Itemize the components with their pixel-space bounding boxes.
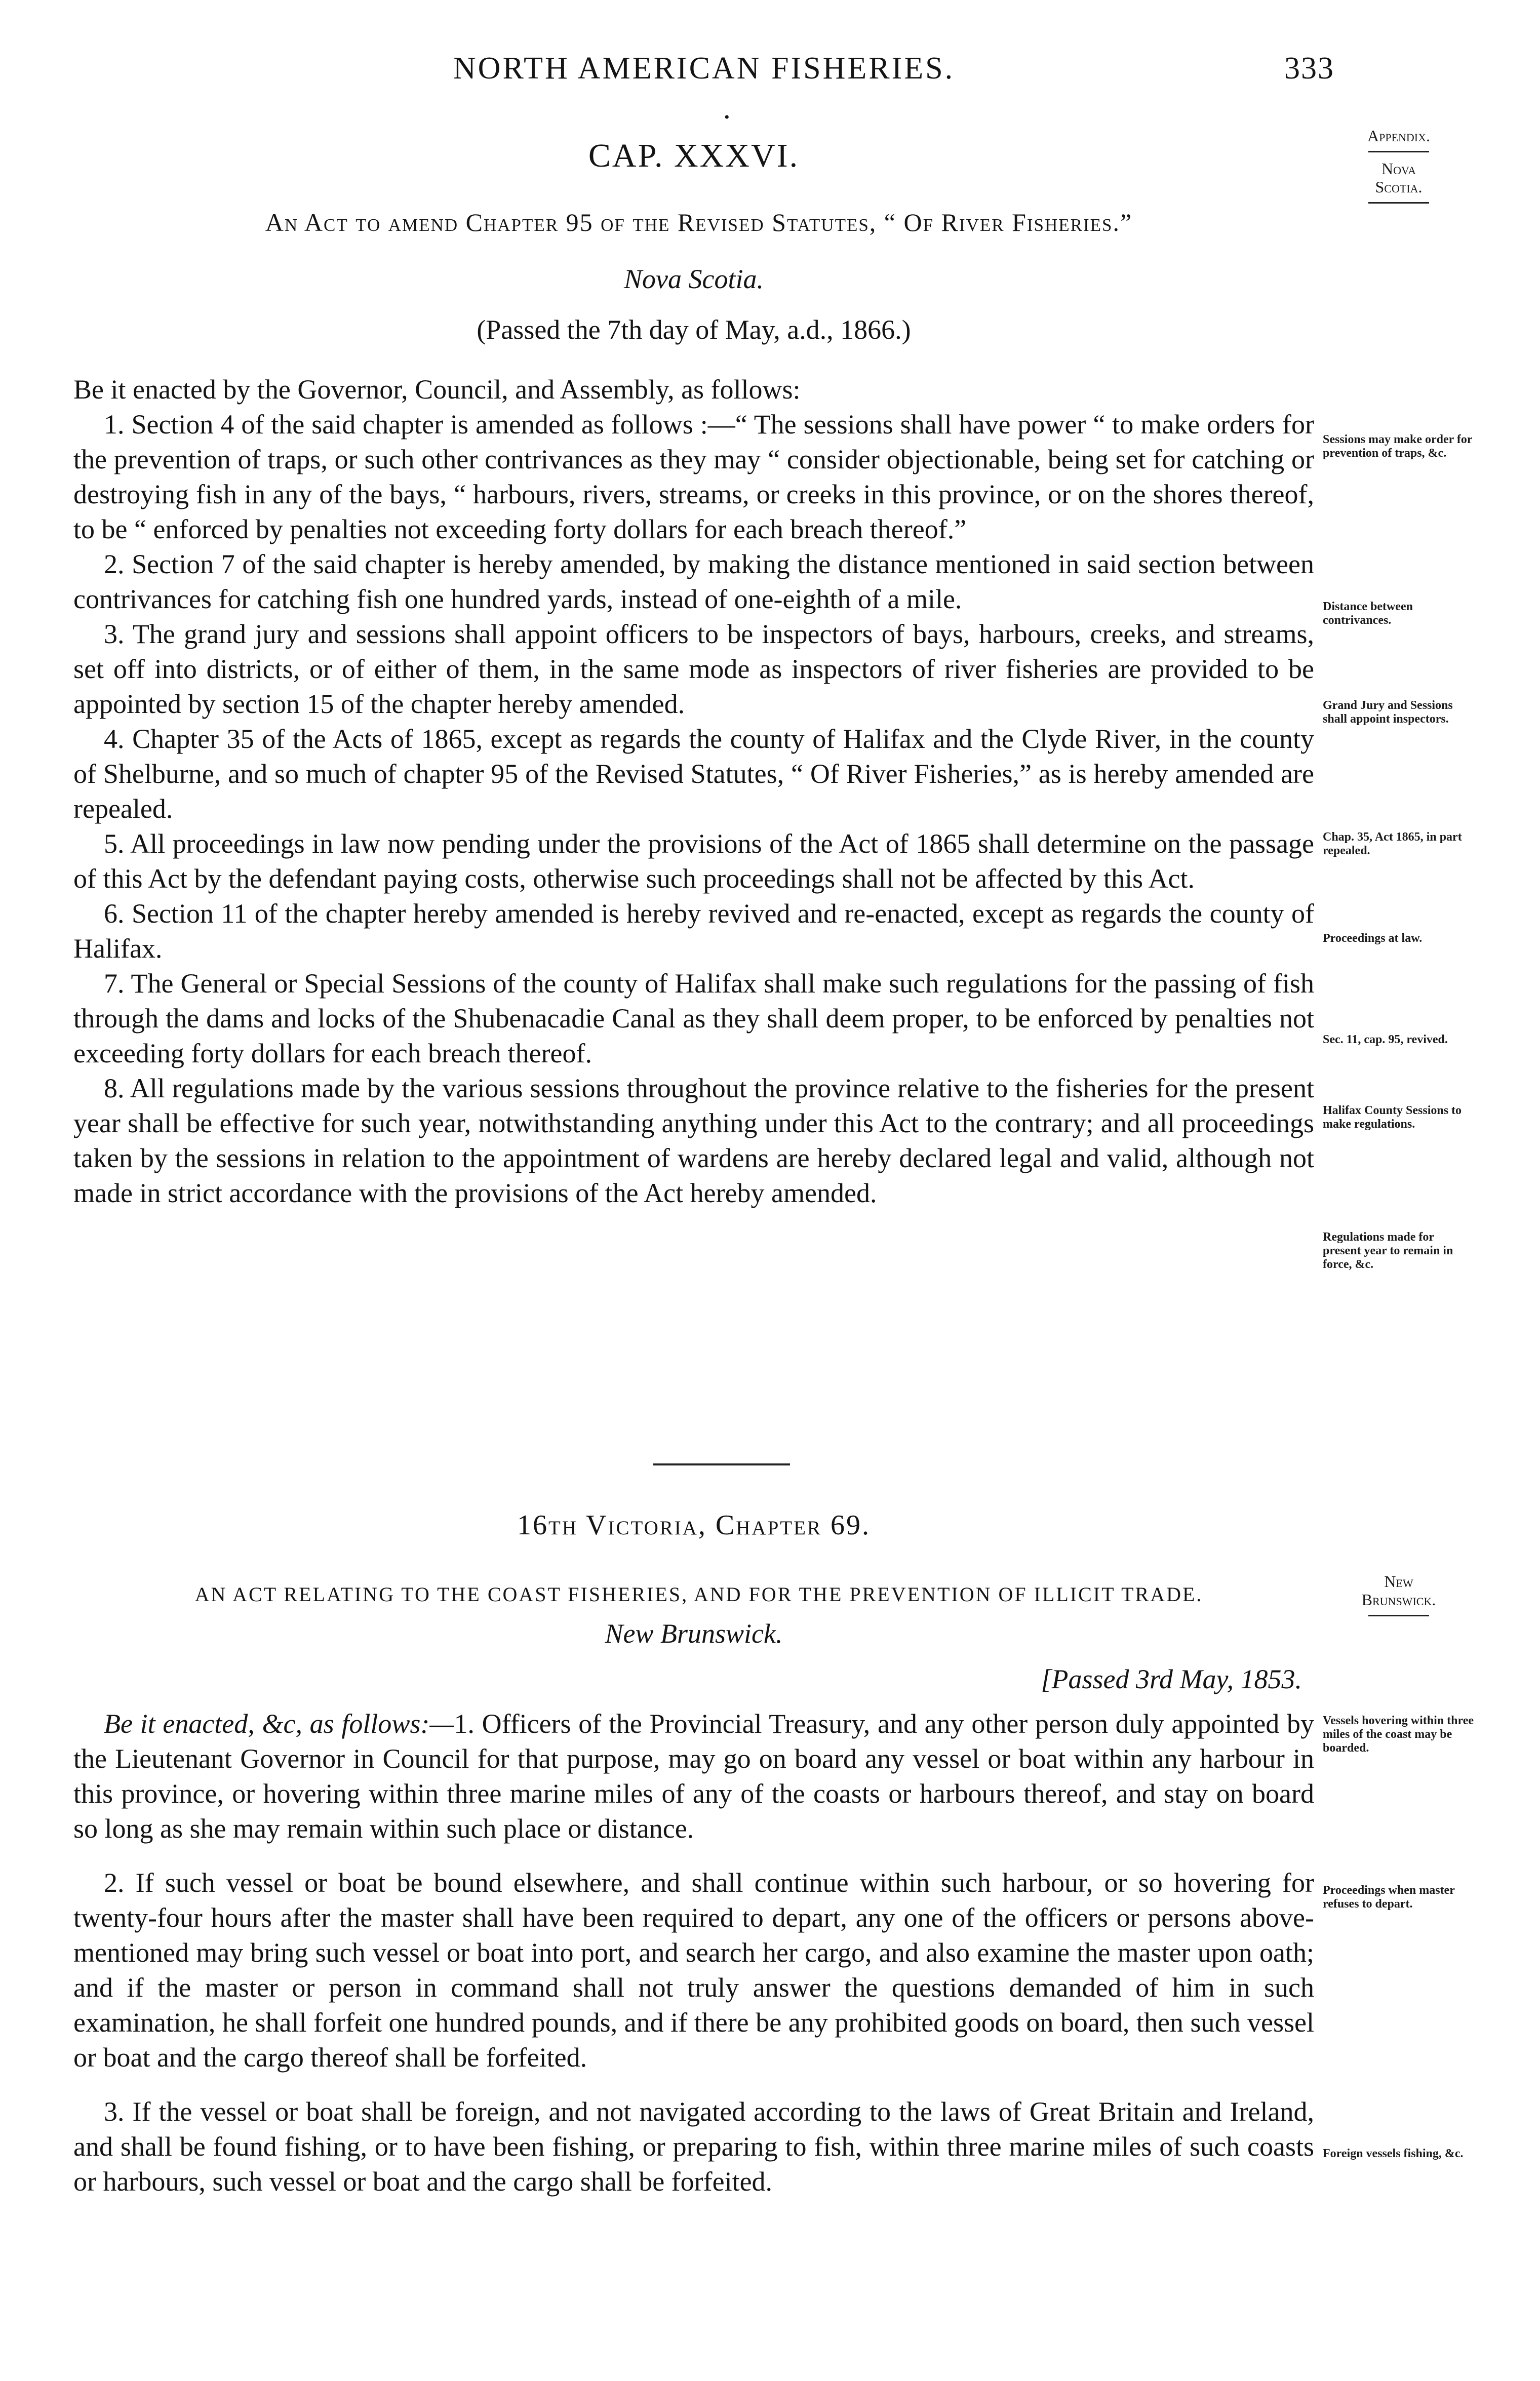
running-title: NORTH AMERICAN FISHERIES. [453, 51, 955, 86]
margin-note: Vessels hovering within three miles of the coast may be boarded. [1323, 1714, 1474, 1755]
section-8: 8. All regulations made by the various sessions throughout the province relative to the fisheries for the present year shall be effective for such year, notwithstanding anything under this Act to the contrary; and all proceedings taken by the sessions in relation to the appointment of wardens are hereby declared legal and valid, although not made in strict accordance with the provisions of the Act hereby amended. [73, 1073, 1314, 1208]
province-label-line2: Scotia. [1375, 178, 1423, 196]
passed-date: (Passed the 7th day of May, a.d., 1866.) [477, 314, 911, 345]
enacting-clause: Be it enacted by the Governor, Council, and Assembly, as follows: [73, 374, 801, 405]
province-label-line1: Nova [1381, 160, 1416, 178]
section-3: 3. The grand jury and sessions shall appoint officers to be inspectors of bays, harbours, creeks, and streams, set off into districts, or of either of them, in the same mode as inspectors of river fisheries are provided to be appointed by section 15 of the chapter hereby amended. [73, 619, 1314, 719]
appendix-label: Appendix. [1367, 127, 1430, 145]
province-heading: Nova Scotia. [624, 264, 764, 294]
margin-note: Grand Jury and Sessions shall appoint inspectors. [1323, 699, 1453, 726]
act2-enacting-lead: Be it enacted, &c, as follows:— [104, 1709, 454, 1739]
section-1: 1. Section 4 of the said chapter is amended as follows :—“ The sessions shall have power “ to make orders for the prevention of traps, or such other contrivances as they may “ consider objectionable, being set for catching or destroying fish in any of the bays, “ harbours, rivers, streams, or creeks in this province, or on the shores thereof, to be “ enforced by penalties not exceeding forty dollars for each breach thereof.” [73, 409, 1314, 544]
act-title: An Act to amend Chapter 95 of the Revised Statutes, “ Of River Fisheries.” [265, 208, 1133, 236]
section-6: 6. Section 11 of the chapter hereby amended is hereby revived and re-enacted, except as regards the county of Halifax. [73, 898, 1314, 964]
act2-section-1-text: 1. Officers of the Provincial Treasury, and any other person duly appointed by the Lieutenant Governor in Council for that purpose, may go on board any vessel or boat within any harbour in this province, or hovering within three marine miles of any of the coasts or harbours thereof, and stay on board so long as she may remain within such place or distance. [73, 1709, 1314, 1844]
act2-passed-text: [Passed 3rd May, 1853. [1041, 1664, 1302, 1694]
province2-line1: New [1384, 1572, 1413, 1591]
act2-section-3: 3. If the vessel or boat shall be foreign, and not navigated according to the laws of Great Britain and Ireland, and shall be found fishing, or to have been fishing, or preparing to fish, within three marine miles of such coasts or harbours, such vessel or boat and the cargo shall be forfeited. [73, 2096, 1314, 2197]
act2-body [73, 1707, 1314, 2199]
margin-note: Halifax County Sessions to make regulations. [1323, 1104, 1462, 1131]
margin-note: Distance between contrivances. [1323, 600, 1413, 627]
margin-note: Regulations made for present year to remain in force, &c. [1323, 1231, 1453, 1271]
act2-section-1 [73, 1707, 1314, 1846]
section-2: 2. Section 7 of the said chapter is hereby amended, by making the distance mentioned in said section between contrivances for catching fish one hundred yards, instead of one-eighth of a mile. [73, 549, 1314, 614]
chapter-number: CAP. XXXVI. [588, 137, 800, 174]
margin-rule [1368, 151, 1429, 152]
margin-note: Chap. 35, Act 1865, in part repealed. [1323, 830, 1462, 857]
province-marker-2 [1323, 1572, 1475, 1623]
page-number: 333 [1284, 51, 1334, 86]
act2-section-2: 2. If such vessel or boat be bound elsewhere, and shall continue within such harbour, or so hovering for twenty-four hours after the master shall have been required to depart, any one of the officers or persons above-mentioned may bring such vessel or boat into port, and search her cargo, and also examine the master upon oath; and if the master or person in command shall not truly answer the questions demanded of him in such examination, he shall forfeit one hundred pounds, and if there be any prohibited goods on board, then such vessel or boat and the cargo thereof shall be forfeited. [73, 1868, 1314, 2073]
act2-passed-date [1041, 1663, 1302, 1695]
section-4: 4. Chapter 35 of the Acts of 1865, except as regards the county of Halifax and the Clyde River, in the county of Shelburne, and so much of chapter 95 of the Revised Statutes, “ Of River Fisheries,” as is hereby amended are repealed. [73, 724, 1314, 824]
margin-note: Foreign vessels fishing, &c. [1323, 2147, 1464, 2160]
margin-note: Proceedings at law. [1323, 932, 1423, 945]
margin-note: Sessions may make order for prevention of traps, &c. [1323, 433, 1473, 460]
act2-title: AN ACT RELATING TO THE COAST FISHERIES, AND FOR THE PREVENTION OF ILLICIT TRADE. [194, 1583, 1203, 1606]
running-header [73, 51, 1334, 87]
margin-rule [1368, 1615, 1429, 1616]
section-7: 7. The General or Special Sessions of the county of Halifax shall make such regulations for the passing of fish through the dams and locks of the Shubenacadie Canal as they shall deem proper, to be enforced by penalties not exceeding forty dollars for each breach thereof. [73, 968, 1314, 1068]
section-5: 5. All proceedings in law now pending under the provisions of the Act of 1865 shall determine on the passage of this Act by the defendant paying costs, otherwise such proceedings shall not be affected by this Act. [73, 828, 1314, 894]
margin-note: Proceedings when master refuses to depart. [1323, 1884, 1455, 1911]
province2-line2: Brunswick. [1361, 1591, 1436, 1609]
margin-rule [1368, 202, 1429, 204]
act2-province: New Brunswick. [605, 1618, 783, 1649]
appendix-marker [1323, 127, 1475, 211]
act1-body [73, 372, 1314, 1211]
margin-note: Sec. 11, cap. 95, revived. [1323, 1033, 1448, 1046]
section-divider [653, 1463, 790, 1465]
act2-heading: 16th Victoria, Chapter 69. [517, 1510, 871, 1541]
ornament-dot: • [724, 109, 730, 126]
